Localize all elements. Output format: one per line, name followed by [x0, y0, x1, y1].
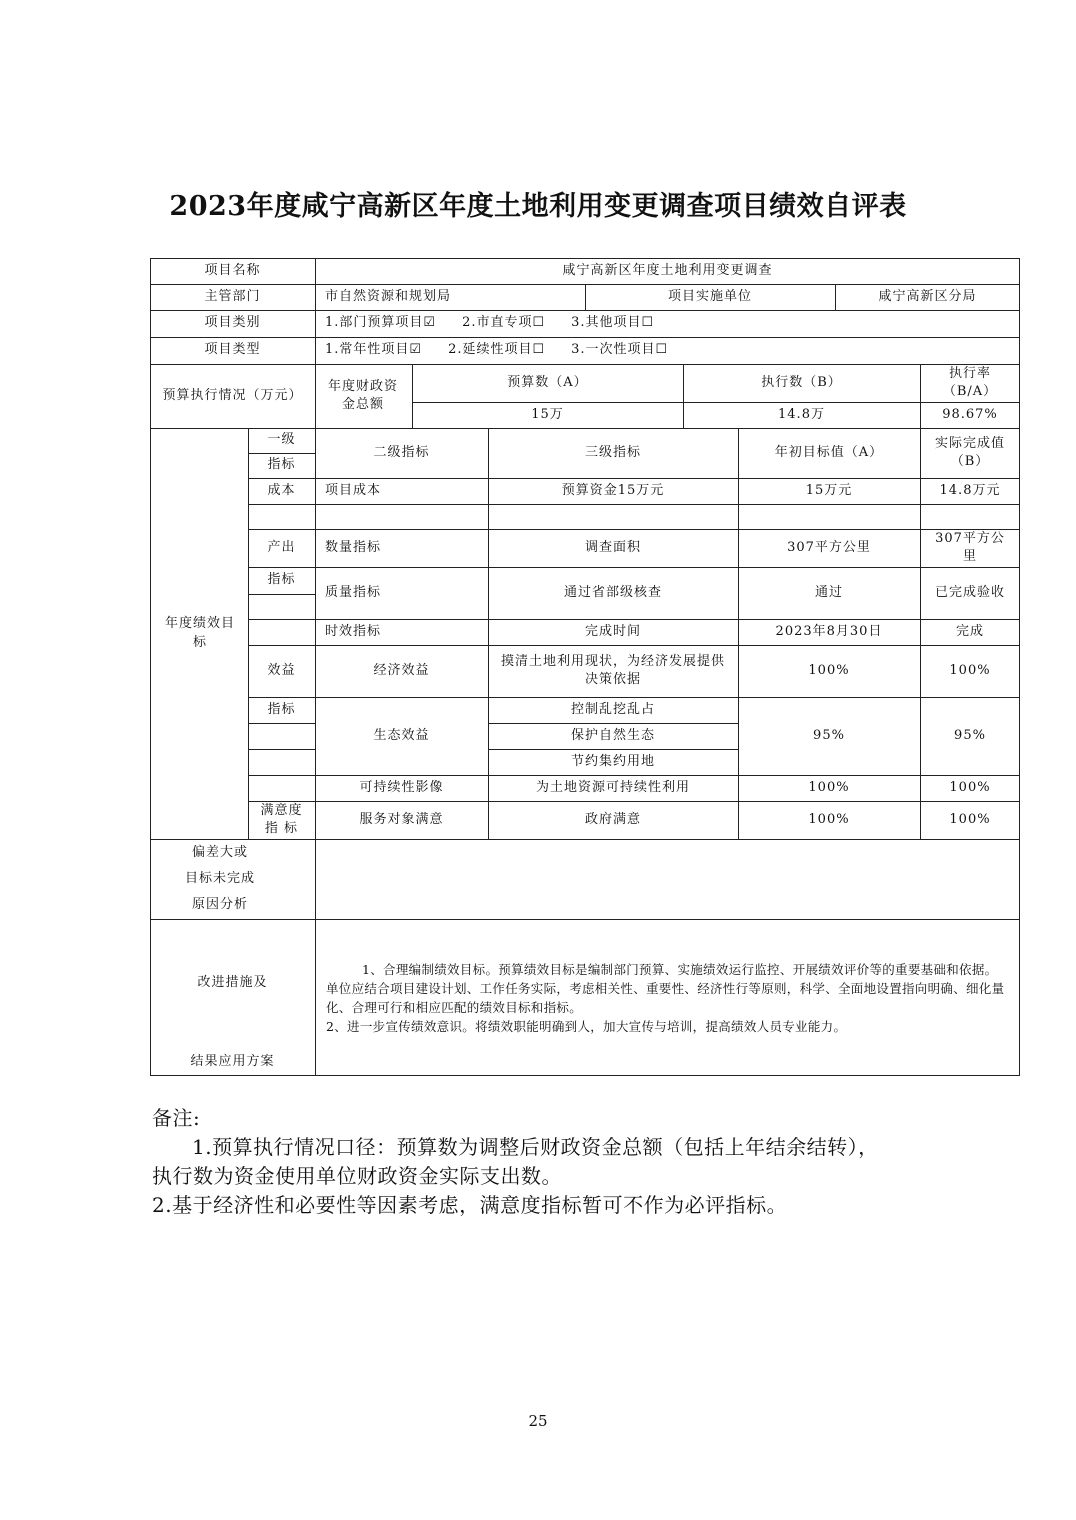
eco-l2: 生态效益: [373, 727, 430, 743]
category-option-2: 2.市直专项☐: [462, 315, 546, 331]
econ-l2: 经济效益: [373, 662, 430, 678]
sustain-l3: 为土地资源可持续性利用: [535, 779, 690, 795]
h-level1-b: 指标: [267, 457, 296, 473]
sat-l2: 服务对象满意: [359, 811, 444, 827]
improve-p1: 1、合理编制绩效目标。预算绩效目标是编制部门预算、实施绩效运行监控、开展绩效评价等的重要基础和依据。单位应结合项目建设计划、工作任务实际，考虑相关性、重要性、经济性行等原则，科学、全面地设置指向明确、细化量化、合理可行和相应匹配的绩效目标和指标。: [326, 962, 1005, 1015]
time-l2: 时效指标: [325, 623, 382, 639]
time-actual: 完成: [955, 623, 984, 639]
cost-l3: 预算资金15万元: [561, 482, 665, 498]
document-title: 2023年度咸宁高新区年度土地利用变更调查项目绩效自评表: [169, 191, 907, 222]
improve-p2: 2、进一步宣传绩效意识。将绩效职能明确到人，加大宣传与培训，提高绩效人员专业能力。: [326, 1019, 847, 1034]
eco-target: 95%: [813, 727, 845, 743]
deviation-line-1: 偏差大或: [191, 845, 248, 860]
benefit-l1a: 效益: [267, 662, 296, 678]
h-level1-a: 一级: [267, 432, 296, 448]
impl-unit-value: 咸宁高新区分局: [878, 288, 977, 304]
sustain-actual: 100%: [949, 779, 991, 795]
notes-1b: 执行数为资金使用单位财政资金实际支出数。: [152, 1164, 562, 1188]
h-target: 年初目标值（A）: [774, 444, 884, 460]
dept-label: 主管部门: [204, 288, 261, 304]
time-l3: 完成时间: [584, 623, 641, 639]
sustain-target: 100%: [808, 779, 850, 795]
h-level2: 二级指标: [373, 444, 430, 460]
cost-actual: 14.8万元: [939, 482, 1001, 498]
qty-target: 307平方公里: [787, 539, 871, 555]
type-option-1: 1.常年性项目☑: [325, 342, 423, 358]
budget-label: 预算执行情况（万元）: [162, 387, 303, 403]
type-option-2: 2.延续性项目☐: [448, 342, 546, 358]
sat-actual: 100%: [949, 811, 991, 827]
budget-col-rate: 执行率（B/A）: [942, 365, 998, 399]
project-name-label: 项目名称: [204, 262, 261, 278]
h-actual: 实际完成值（B）: [934, 435, 1005, 469]
notes-1a: 1.预算执行情况口径：预算数为调整后财政资金总额（包括上年结余结转），: [192, 1135, 879, 1159]
quality-target: 通过: [814, 584, 843, 600]
type-option-3: 3.一次性项目☐: [571, 342, 669, 358]
quality-l2: 质量指标: [325, 584, 382, 600]
dept-value: 市自然资源和规划局: [325, 288, 452, 304]
sat-l1: [248, 801, 315, 839]
budget-val-a: 15万: [531, 406, 564, 422]
budget-val-b: 14.8万: [778, 406, 825, 422]
sat-target: 100%: [808, 811, 850, 827]
sat-l3: 政府满意: [584, 811, 641, 827]
qty-actual: 307平方公里: [935, 530, 1005, 564]
goals-section-label: 年度绩效目标: [164, 616, 235, 650]
quality-l3: 通过省部级核查: [563, 584, 662, 600]
deviation-line-3: 原因分析: [191, 897, 248, 912]
eco-l3-3: 节约集约用地: [570, 753, 655, 769]
eco-l3-2: 保护自然生态: [570, 727, 655, 743]
category-option-1: 1.部门预算项目☑: [325, 315, 437, 331]
output-l1b: 指标: [267, 572, 296, 588]
cost-l1: 成本: [267, 482, 296, 498]
notes-2: 2.基于经济性和必要性等因素考虑，满意度指标暂可不作为必评指标。: [152, 1193, 788, 1217]
eco-actual: 95%: [954, 727, 986, 743]
project-name-value: 咸宁高新区年度土地利用变更调查: [562, 262, 773, 278]
sat-l1a: 满意度: [260, 802, 303, 818]
econ-l3: 摸清土地利用现状，为经济发展提供决策依据: [500, 653, 725, 687]
benefit-l1b: 指标: [267, 701, 296, 717]
sustain-l2: 可持续性影像: [359, 779, 444, 795]
budget-col-a: 预算数（A）: [507, 374, 588, 390]
output-l1a: 产出: [267, 539, 296, 555]
category-label: 项目类别: [204, 315, 261, 331]
econ-target: 100%: [808, 662, 850, 678]
notes: [152, 1104, 1012, 1220]
improve-label-bottom: 结果应用方案: [190, 1053, 275, 1069]
budget-col-b: 执行数（B）: [761, 374, 842, 390]
notes-heading: 备注:: [152, 1106, 201, 1130]
deviation-label: [150, 839, 290, 919]
deviation-line-2: 目标未完成: [184, 871, 255, 886]
time-target: 2023年8月30日: [775, 623, 883, 639]
quality-actual: 已完成验收: [934, 584, 1005, 600]
budget-total-label: 年度财政资金总额: [327, 378, 398, 412]
h-level3: 三级指标: [584, 444, 641, 460]
econ-actual: 100%: [949, 662, 991, 678]
budget-val-rate: 98.67%: [942, 406, 998, 422]
type-options: [315, 337, 1020, 364]
category-option-3: 3.其他项目☐: [571, 315, 655, 331]
sat-l1b: 指 标: [264, 821, 299, 836]
impl-unit-label: 项目实施单位: [667, 288, 752, 304]
cost-l2: 项目成本: [325, 482, 382, 498]
cost-target: 15万元: [805, 482, 853, 498]
category-options: [315, 310, 1020, 337]
page-number: 25: [528, 1412, 548, 1430]
qty-l2: 数量指标: [325, 539, 382, 555]
eco-l3-1: 控制乱挖乱占: [570, 701, 655, 717]
improve-label-top: 改进措施及: [197, 974, 268, 990]
type-label: 项目类型: [204, 342, 261, 358]
qty-l3: 调查面积: [584, 539, 641, 555]
improve-measures: [326, 960, 1008, 1036]
